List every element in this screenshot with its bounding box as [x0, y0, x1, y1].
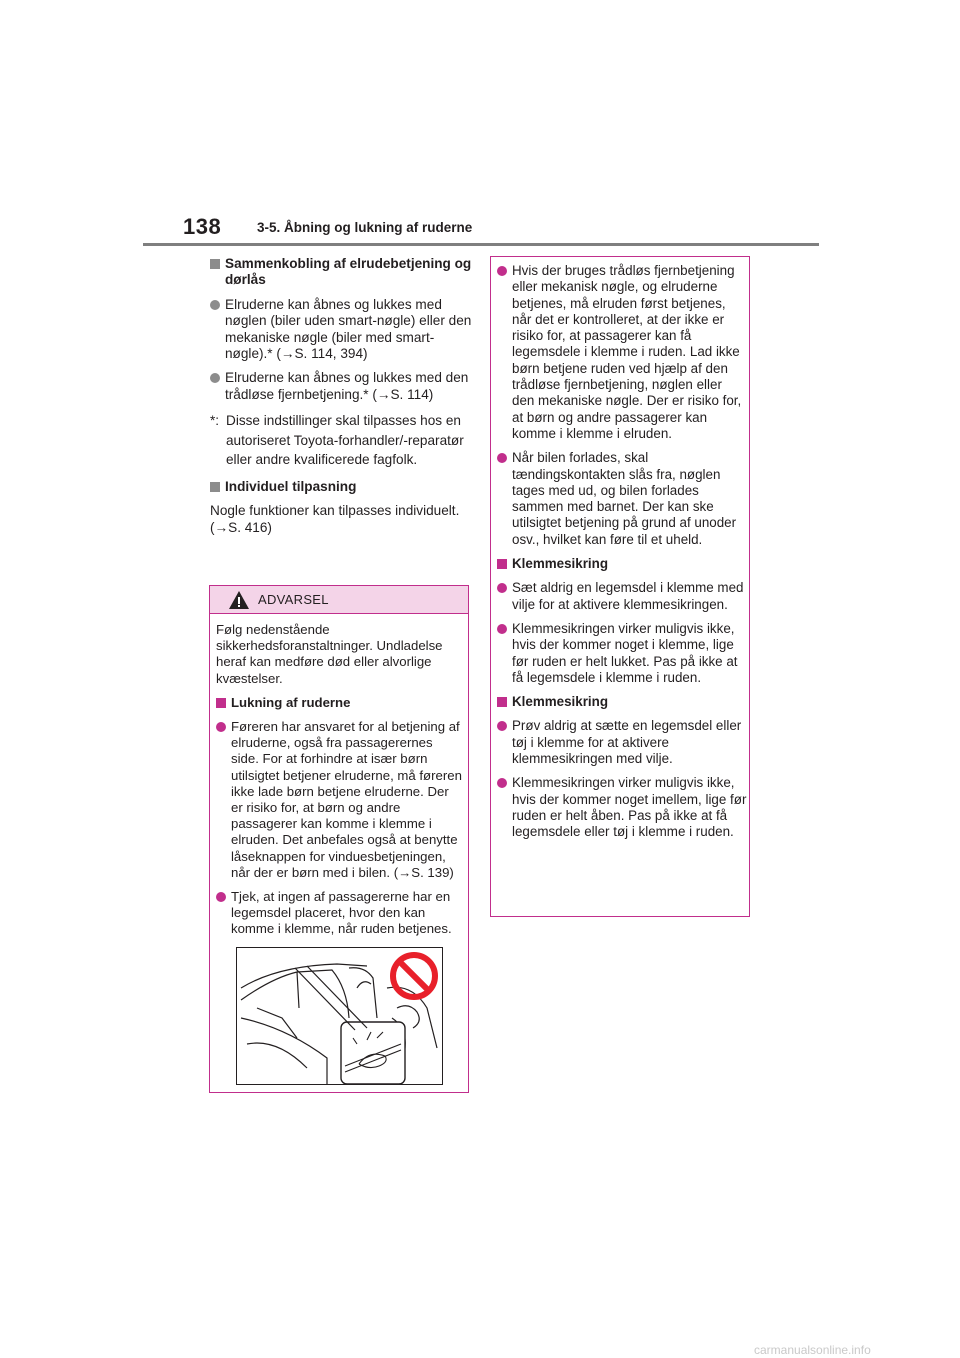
window-pinch-illustration: [236, 947, 443, 1085]
watermark: carmanualsonline.info: [754, 1343, 871, 1357]
square-bullet-icon: [497, 559, 507, 569]
round-bullet-icon: [497, 721, 507, 731]
round-bullet-icon: [210, 373, 220, 383]
round-bullet-icon: [497, 453, 507, 463]
round-bullet-icon: [216, 722, 226, 732]
list-item: Prøv aldrig at sætte en legemsdel eller tøj i klemme for at aktivere klemmesikringen med vilje.: [497, 718, 747, 767]
footnote: *: Disse indstillinger skal tilpasses hos en autoriseret Toyota-forhandler/-reparatør eller andre kvalificerede fagfolk.: [210, 413, 464, 468]
header-rule: [143, 243, 819, 246]
round-bullet-icon: [497, 583, 507, 593]
section-heading: Sammenkobling af elrudebetjening og dørlås: [210, 256, 472, 289]
list-item: Når bilen forlades, skal tændingskontakten slås fra, nøglen tages med ud, og bilen forlades sammen med barnet. Der kan ske utilsigtet betjening på grund af unoder osv., hvilket kan føre til et uheld.: [497, 450, 747, 548]
square-bullet-icon: [210, 482, 220, 492]
round-bullet-icon: [497, 624, 507, 634]
square-bullet-icon: [497, 697, 507, 707]
warning-body: [216, 622, 464, 946]
warning-header: [210, 586, 468, 614]
list-item: Føreren har ansvaret for al betjening af elruderne, også fra passagerernes side. For at forhindre at især børn utilsigtet betjener elruderne, må føreren ikke lade børn betjene elruderne. Der er risiko for, at børn og andre passagerer kan komme i klemme i elruden. Det anbefales også at benytte låseknappen for vinduesbetjeningen, når der er børn med i bilen. (→S. 139): [216, 719, 464, 881]
list-item: Hvis der bruges trådløs fjernbetjening eller mekanisk nøgle, og elruderne betjenes, må elruden først betjenes, når det er kontrolleret, at der ikke er risiko for, at passagerer kan få legemsdele i klemme i ruden. Lad ikke børn betjene ruden ved hjælp af den trådløse fjernbetjening, nøglen eller den mekaniske nøgle. Der er risiko for, at børn og andre passagerer kan komme i klemme i elruden.: [497, 263, 747, 442]
chapter-title: 3-5. Åbning og lukning af ruderne: [257, 220, 473, 235]
list-item: Elruderne kan åbnes og lukkes med den trådløse fjernbetjening.* (→S. 114): [210, 370, 472, 403]
warning-triangle-icon: [228, 590, 250, 610]
list-item: Klemmesikringen virker muligvis ikke, hvis der kommer noget i klemme, lige før ruden er helt lukket. Pas på ikke at få legemsdele i klemme i ruden.: [497, 621, 747, 686]
section-heading: Lukning af ruderne: [216, 695, 464, 711]
warning-intro: Følg nedenstående sikkerhedsforanstaltninger. Undladelse heraf kan medføre død eller alvorlige kvæstelser.: [216, 622, 443, 686]
square-bullet-icon: [216, 698, 226, 708]
round-bullet-icon: [497, 266, 507, 276]
warning-continuation-body: [497, 263, 747, 849]
round-bullet-icon: [497, 778, 507, 788]
left-column: [210, 256, 472, 544]
list-item: Tjek, at ingen af passagererne har en legemsdel placeret, hvor den kan komme i klemme, når ruden betjenes.: [216, 889, 464, 938]
round-bullet-icon: [216, 892, 226, 902]
car-interior-drawing: [237, 948, 442, 1084]
prohibition-icon: [393, 955, 435, 997]
warning-continuation-box: [490, 256, 750, 917]
page-number: 138: [183, 214, 222, 239]
square-bullet-icon: [210, 259, 220, 269]
list-item: Sæt aldrig en legemsdel i klemme med vilje for at aktivere klemmesikringen.: [497, 580, 747, 613]
section-heading: Klemmesikring: [497, 556, 747, 572]
list-item: Elruderne kan åbnes og lukkes med nøglen (biler uden smart-nøgle) eller den mekaniske nøgle (biler med smart-nøgle).* (→S. 114, 394): [210, 297, 472, 363]
paragraph: Nogle funktioner kan tilpasses individuelt. (→S. 416): [210, 503, 460, 535]
round-bullet-icon: [210, 300, 220, 310]
section-heading: Klemmesikring: [497, 694, 747, 710]
section-heading: Individuel tilpasning: [210, 479, 472, 495]
list-item: Klemmesikringen virker muligvis ikke, hvis der kommer noget imellem, lige før ruden er helt åben. Pas på ikke at få legemsdele eller tøj i klemme i ruden.: [497, 775, 747, 840]
warning-label: ADVARSEL: [258, 592, 329, 607]
